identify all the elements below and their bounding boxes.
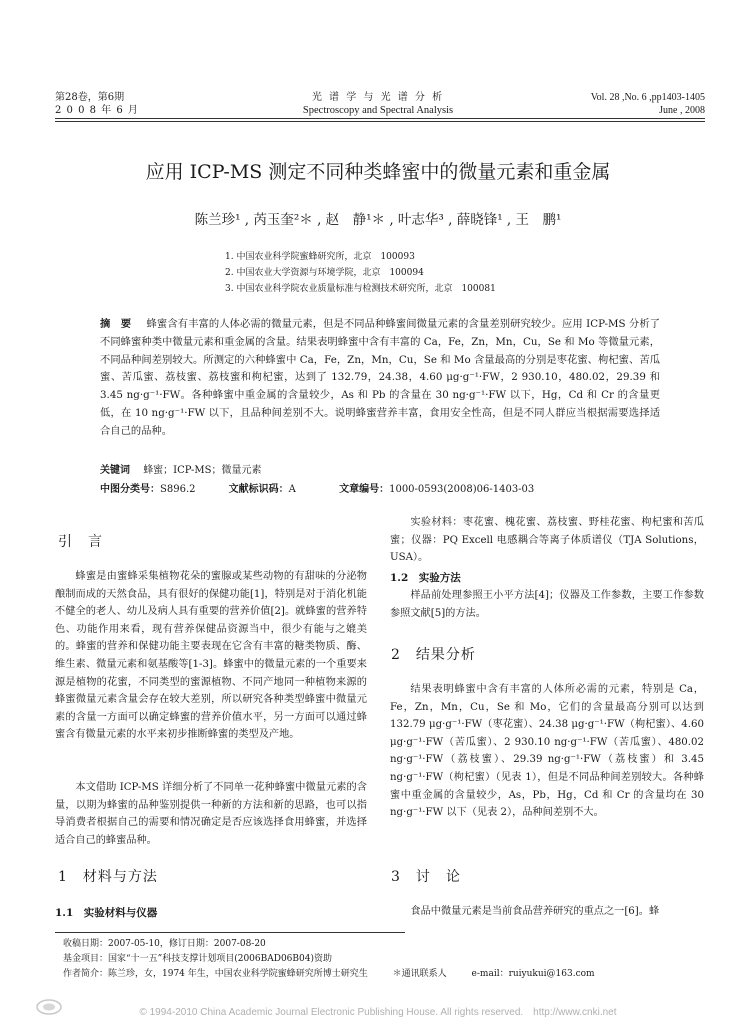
date-en: June , 2008 bbox=[659, 105, 705, 116]
author-list: 陈兰珍¹ , 芮玉奎²＊ , 赵 静¹＊ , 叶志华³ , 薛晓锋¹ , 王 鹏¹ bbox=[194, 212, 562, 228]
intro-paragraph-2: 本文借助 ICP-MS 详细分析了不同单一花种蜂蜜中微量元素的含量，以期为蜂蜜的品种鉴别提供一种新的方法和新的思路，也可以指导消费者根据自己的需要和情况确定是否应该选择食用蜂蜜，并选择适合自己的蜂蜜品种。 bbox=[55, 782, 367, 846]
affiliation-3: 3. 中国农业科学院农业质量标准与检测技术研究所，北京 100081 bbox=[225, 284, 496, 294]
copyright-footer: © 1994-2010 China Academic Journal Electronic Publishing House. All rights reserved. http://www.cnki.net bbox=[139, 1007, 617, 1018]
keywords-text: 蜂蜜；ICP-MS；微量元素 bbox=[143, 465, 262, 476]
abstract-label: 摘 要 bbox=[100, 318, 132, 330]
header-rule-bottom bbox=[55, 121, 705, 122]
footnote-rule bbox=[55, 932, 405, 933]
footnote-funding: 基金项目：国家“十一五”科技支撑计划项目(2006BAD06B04)资助 bbox=[63, 954, 332, 964]
abstract bbox=[100, 316, 660, 441]
affiliation-2: 2. 中国农业大学资源与环境学院，北京 100094 bbox=[225, 268, 424, 278]
intro-paragraph-1: 蜂蜜是由蜜蜂采集植物花朵的蜜腺或某些动物的有甜味的分泌物酿制而成的天然食品，具有很好的保健功能[1]，特别是对于消化机能不健全的老人、幼儿及病人具有重要的营养价值[2]。就蜂蜜的营养特色、功能作用来看，现有营养保健品资源当中，很少有能与之媲美的。蜂蜜的营养和保健功能主要表现在它含有丰富的糖类物质、酶、维生素、微量元素和氨基酸等[1-3]。蜂蜜中的微量元素的一个重要来源是植物的花蜜，不同类型的蜜源植物、不同产地同一种植物来源的蜂蜜微量元素含量会存在较大差别，所以研究各种类型蜂蜜中微量元素的含量一方面可以确定蜂蜜的营养价值水平，另一方面可以通过蜂蜜含有微量元素的水平来初步推断蜂蜜的类型及产地。 bbox=[55, 571, 367, 741]
footnote-received: 收稿日期：2007-05-10，修订日期：2007-08-20 bbox=[63, 939, 266, 949]
discussion-heading: 3 讨 论 bbox=[391, 869, 461, 885]
footnote-author bbox=[63, 967, 723, 982]
affiliation-1: 1. 中国农业科学院蜜蜂研究所，北京 100093 bbox=[225, 252, 415, 262]
methods-subheading-1: 1.1 实验材料与仪器 bbox=[55, 907, 158, 919]
volume-issue: 第28卷，第6期 bbox=[55, 92, 125, 103]
journal-name-en: Spectroscopy and Spectral Analysis bbox=[302, 105, 454, 116]
paper-title: 应用 ICP-MS 测定不同种类蜂蜜中的微量元素和重金属 bbox=[145, 161, 611, 183]
methods-subheading-2: 1.2 实验方法 bbox=[390, 572, 461, 584]
keywords bbox=[100, 461, 261, 476]
results-paragraph: 结果表明蜂蜜中含有丰富的人体所必需的元素，特别是 Ca，Fe，Zn，Mn，Cu，Se 和 Mo，它们的含量最高分别可以达到 132.79 μg·g⁻¹·FW（枣花蜜）、24.38 μg·g⁻¹·FW（枸杞蜜）、4.60 μg·g⁻¹·FW（苦瓜蜜）、2 930.10 ng·g⁻¹·FW（苦瓜蜜）、480.02 ng·g⁻¹·FW（荔枝蜜）、29.39 ng·g⁻¹·FW（荔枝蜜）和 3.45 ng·g⁻¹·FW（枸杞蜜）（见表 1），但是不同品种间差别较大。各种蜂蜜中重金属的含量较少，As，Pb，Hg，Cd 和 Cr 的含量均在 30 ng·g⁻¹·FW 以下（见表 2），品种间差别不大。 bbox=[390, 684, 704, 819]
intro-heading: 引 言 bbox=[58, 534, 103, 550]
corresponding-note: ＊通讯联系人 bbox=[392, 969, 447, 979]
methods-heading: 1 材料与方法 bbox=[58, 869, 158, 885]
discussion-paragraph: 食品中微量元素是当前食品营养研究的重点之一[6]。蜂 bbox=[410, 906, 660, 917]
classification-line bbox=[100, 480, 534, 495]
article-id-value: 1000-0593(2008)06-1403-03 bbox=[389, 484, 535, 495]
header-rule-top bbox=[55, 118, 705, 119]
issue-date: 2 0 0 8 年 6 月 bbox=[55, 105, 139, 116]
author-bio: 作者简介：陈兰珍，女，1974 年生，中国农业科学院蜜蜂研究所博士研究生 bbox=[63, 969, 368, 979]
volume-pages-en: Vol. 28 ,No. 6 ,pp1403-1405 bbox=[590, 92, 705, 103]
doc-code-label: 文献标识码： bbox=[228, 484, 289, 495]
clc-value: S896.2 bbox=[160, 484, 196, 495]
keywords-label: 关键词 bbox=[100, 465, 130, 476]
article-id-label: 文章编号： bbox=[339, 484, 390, 495]
materials-paragraph: 实验材料：枣花蜜、槐花蜜、荔枝蜜、野桂花蜜、枸杞蜜和苦瓜蜜；仪器：PQ Excell 电感耦合等离子体质谱仪（TJA Solutions，USA）。 bbox=[390, 517, 704, 564]
author-email: e-mail：ruiyukui@163.com bbox=[471, 969, 595, 979]
doc-code-value: A bbox=[288, 484, 296, 495]
methods-paragraph: 样品前处理参照王小平方法[4]；仪器及工作参数，主要工作参数参照文献[5]的方法。 bbox=[390, 590, 704, 619]
results-heading: 2 结果分析 bbox=[391, 647, 476, 663]
journal-name-cn: 光 谱 学 与 光 谱 分 析 bbox=[311, 92, 445, 103]
clc-label: 中图分类号： bbox=[100, 484, 160, 495]
abstract-text: 蜂蜜含有丰富的人体必需的微量元素，但是不同品种蜂蜜间微量元素的含量差别研究较少。应用 ICP-MS 分析了不同蜂蜜种类中微量元素和重金属的含量。结果表明蜂蜜中含有丰富的 Ca，Fe，Zn，Mn，Cu，Se 和 Mo 等微量元素，不同品种间差别较大。所测定的六种蜂蜜中 Ca，Fe，Zn，Mn，Cu，Se 和 Mo 含量最高的分别是枣花蜜、枸杞蜜、苦瓜蜜、苦瓜蜜、荔枝蜜、荔枝蜜和枸杞蜜，达到了 132.79，24.38，4.60 μg·g⁻¹·FW，2 930.10，480.02，29.39 和 3.45 ng·g⁻¹·FW。各种蜂蜜中重金属的含量较少，As 和 Pb 的含量在 30 ng·g⁻¹·FW 以下，Hg，Cd 和 Cr 的含量更低，在 10 ng·g⁻¹·FW 以下，且品种间差别不大。说明蜂蜜营养丰富，食用安全性高，但是不同人群应当根据需要选择适合自己的品种。 bbox=[100, 318, 661, 437]
